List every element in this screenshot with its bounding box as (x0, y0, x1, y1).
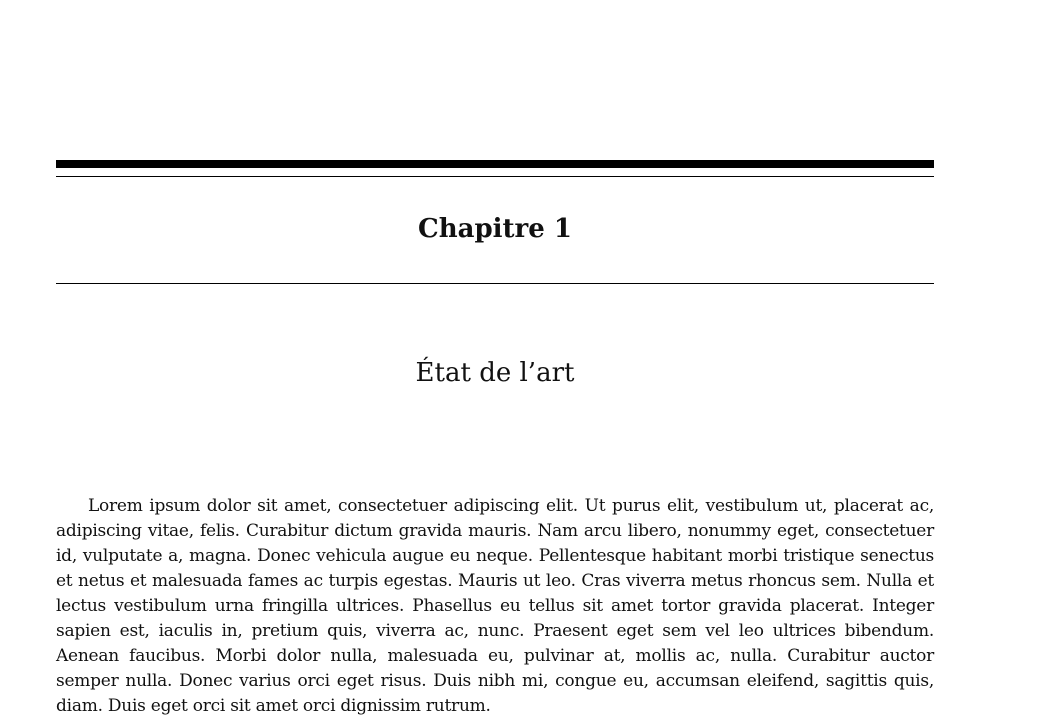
chapter-top-thin-rule (56, 176, 934, 177)
chapter-title: État de l’art (415, 358, 575, 388)
chapter-number-heading: Chapitre 1 (418, 214, 572, 244)
body-paragraph: Lorem ipsum dolor sit amet, consectetuer adipiscing elit. Ut purus elit, vestibulum ut, placerat ac, adipiscing vitae, felis. Curabitur dictum gravida mauris. Nam arcu libero, nonummy eget, consectetuer id, vulputate a, magna. Donec vehicula augue eu neque. Pellentesque habitant morbi tristique senectus et netus et malesuada fames ac turpis egestas. Mauris ut leo. Cras viverra metus rhoncus sem. Nulla et lectus vestibulum urna fringilla ultrices. Phasellus eu tellus sit amet tortor gravida placerat. Integer sapien est, iaculis in, pretium quis, viverra ac, nunc. Praesent eget sem vel leo ultrices bibendum. Aenean faucibus. Morbi dolor nulla, malesuada eu, pulvinar at, mollis ac, nulla. Curabitur auctor semper nulla. Donec varius orci eget risus. Duis nibh mi, congue eu, accumsan eleifend, sagittis quis, diam. Duis eget orci sit amet orci dignissim rutrum. (56, 496, 934, 716)
chapter-top-thick-rule (56, 160, 934, 168)
chapter-bottom-rule (56, 283, 934, 284)
